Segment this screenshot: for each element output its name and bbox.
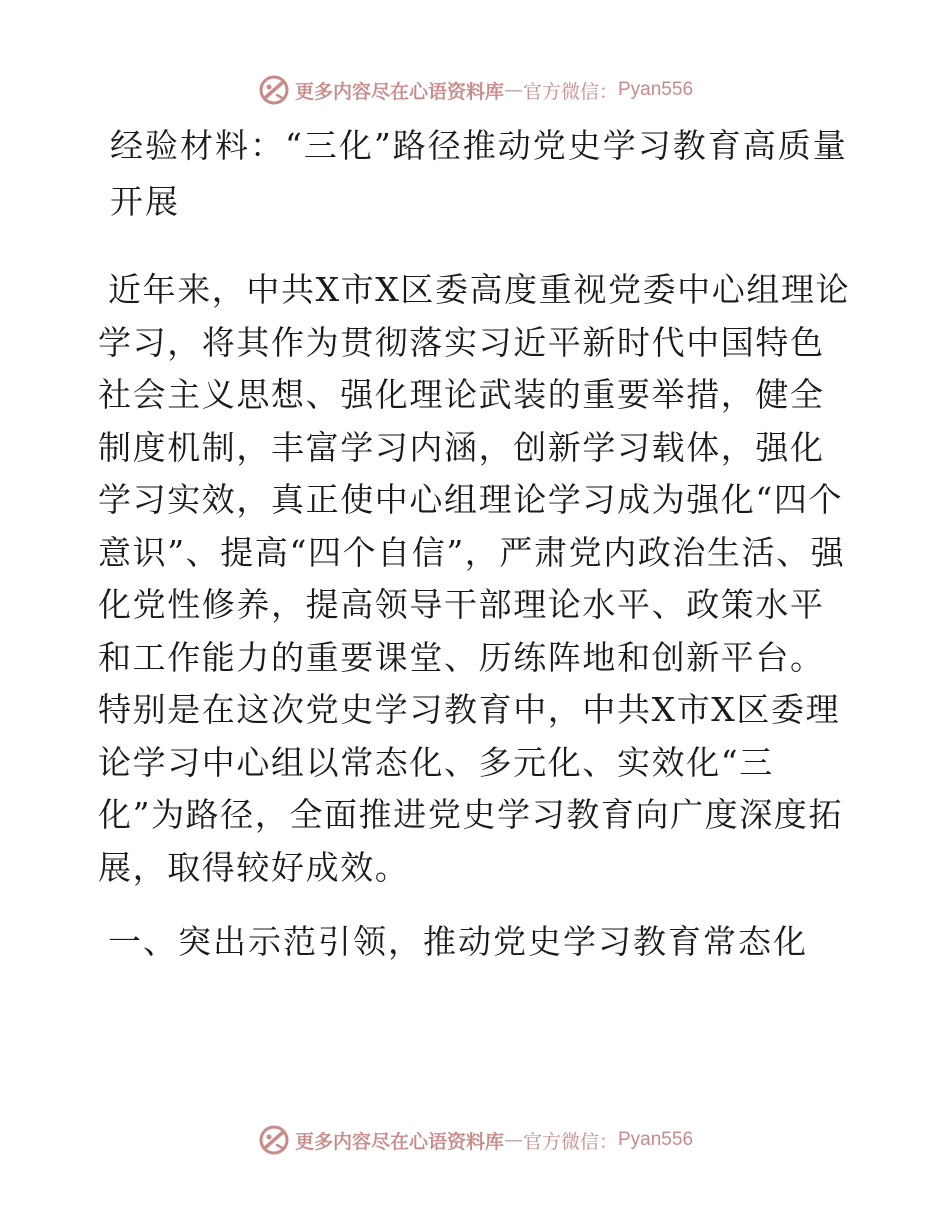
- watermark-header: [0, 70, 950, 110]
- watermark-main-text: 更多内容尽在心语资料库: [294, 80, 504, 103]
- logo-icon: [257, 1123, 291, 1157]
- logo-icon: [257, 73, 291, 107]
- watermark-separator: —: [503, 79, 523, 101]
- watermark-contact-id: Pyan556: [618, 1129, 694, 1150]
- body-paragraph: 近年来，中共X市X区委高度重视党委中心组理论学习，将其作为贯彻落实习近平新时代中国特色社会主义思想、强化理论武装的重要举措，健全制度机制，丰富学习内涵，创新学习载体，强化学习实效，真正使中心组理论学习成为强化“四个意识”、提高“四个自信”，严肃党内政治生活、强化党性修养，提高领导干部理论水平、政策水平和工作能力的重要课堂、历练阵地和创新平台。特别是在这次党史学习教育中，中共X市X区委理论学习中心组以常态化、多元化、实效化“三化”为路径，全面推进党史学习教育向广度深度拓展，取得较好成效。: [98, 270, 851, 887]
- section-heading: 一、突出示范引领，推动党史学习教育常态化: [108, 922, 808, 961]
- watermark-contact-label: 官方微信：: [522, 1130, 618, 1153]
- watermark-contact-id: Pyan556: [618, 79, 694, 100]
- document-body: [98, 118, 858, 968]
- watermark-contact-label: 官方微信：: [522, 80, 618, 103]
- watermark-footer: [0, 1120, 950, 1160]
- watermark-separator: —: [503, 1129, 523, 1151]
- watermark-main-text: 更多内容尽在心语资料库: [294, 1130, 504, 1153]
- document-title: 经验材料：“三化”路径推动党史学习教育高质量开展: [110, 126, 848, 221]
